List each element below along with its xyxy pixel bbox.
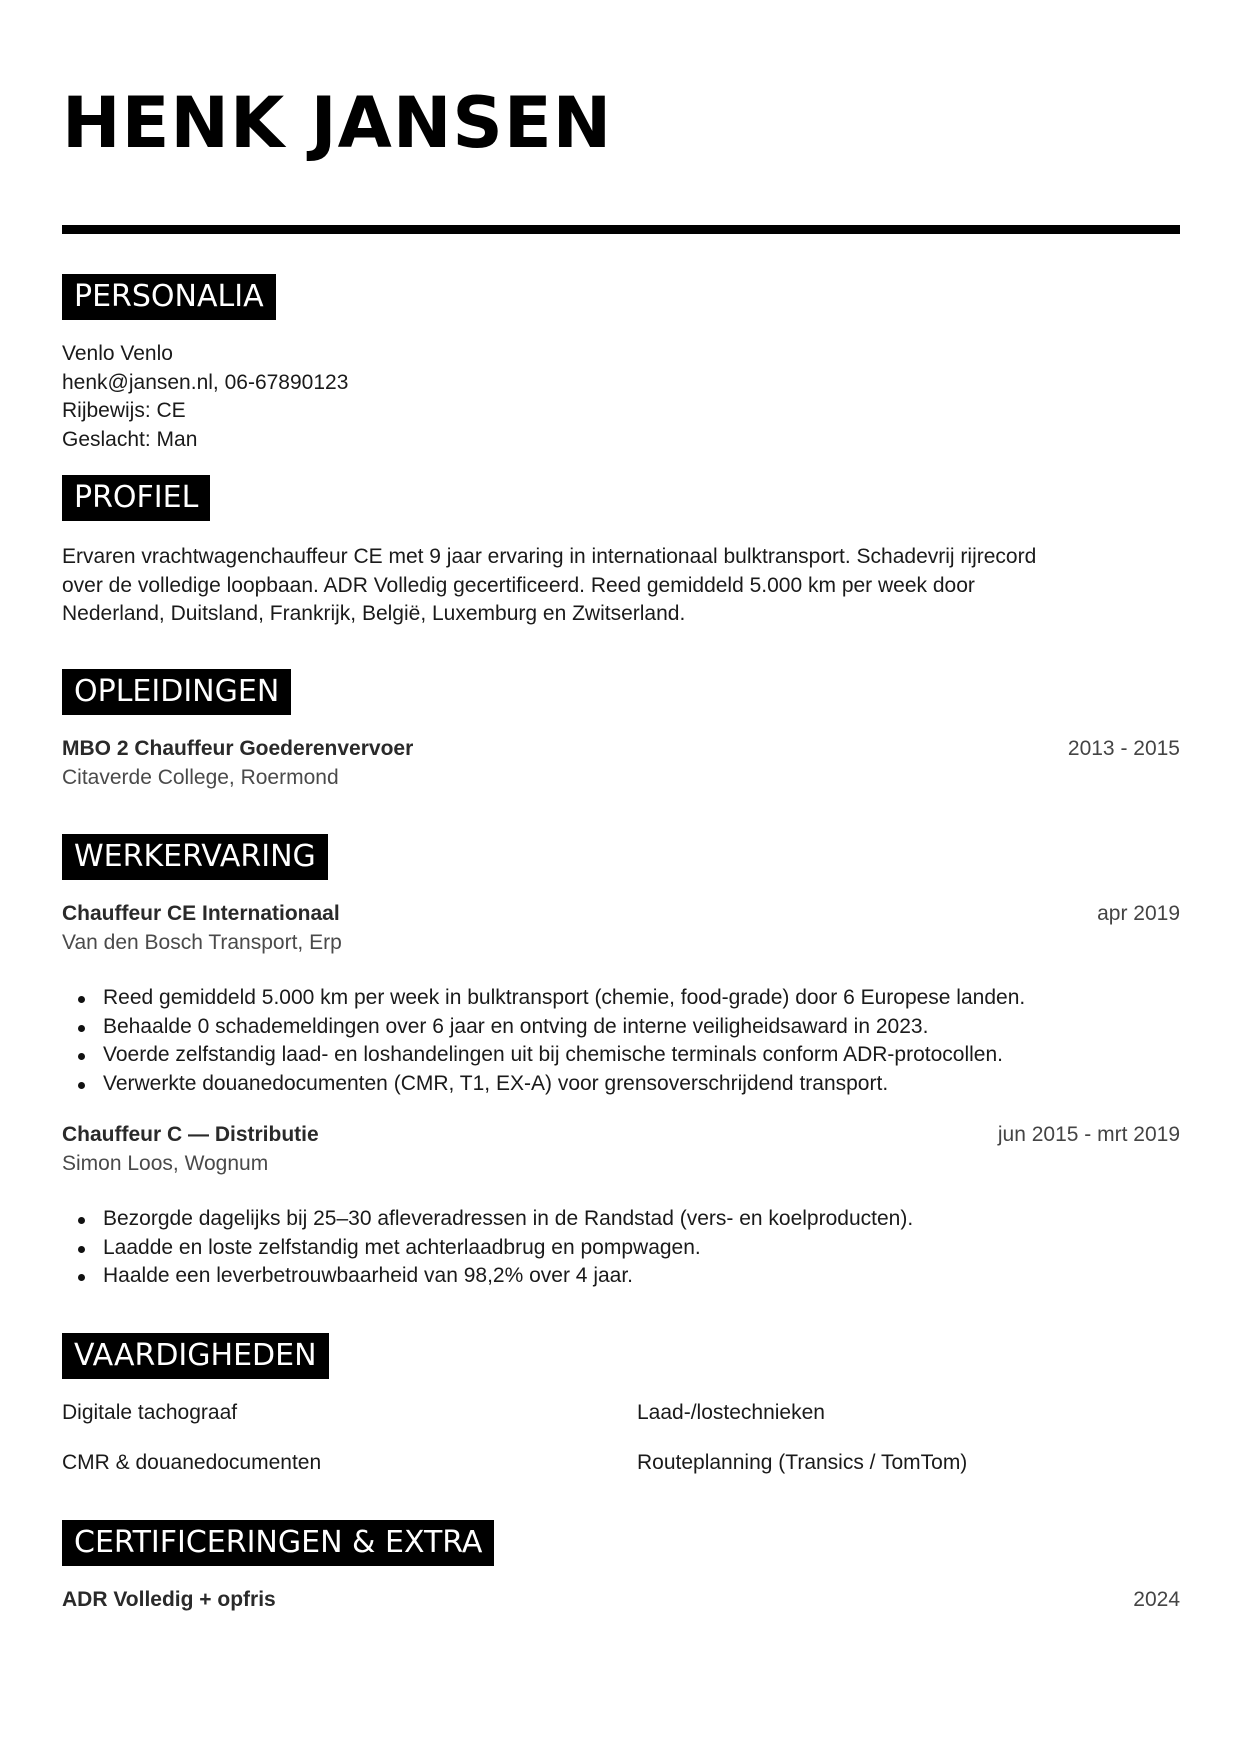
header-divider xyxy=(62,225,1180,234)
list-item: Haalde een leverbetrouwbaarheid van 98,2% over 4 jaar. xyxy=(103,1262,1180,1291)
personalia-license: Rijbewijs: CE xyxy=(62,399,186,422)
skill-item: Laad-/lostechnieken xyxy=(637,1401,825,1424)
profiel-line-1: Ervaren vrachtwagenchauffeur CE met 9 jaar ervaring in internationaal bulktransport. Schadevrij rijrecord xyxy=(62,545,1037,568)
personalia-contact: henk@jansen.nl, 06-67890123 xyxy=(62,370,349,394)
list-item: Voerde zelfstandig laad- en loshandelingen uit bij chemische terminals conform ADR-protocollen. xyxy=(103,1041,1180,1070)
list-item: Laadde en loste zelfstandig met achterlaadbrug en pompwagen. xyxy=(103,1234,1180,1263)
job-employer: Van den Bosch Transport, Erp xyxy=(62,931,342,954)
job-date: apr 2019 xyxy=(1097,902,1180,925)
list-item: Verwerkte douanedocumenten (CMR, T1, EX-A) voor grensoverschrijdend transport. xyxy=(103,1070,1180,1099)
job-title: Chauffeur C — Distributie xyxy=(62,1123,319,1146)
section-heading-opleidingen: OPLEIDINGEN xyxy=(62,669,291,715)
job-bullets xyxy=(62,1205,1180,1291)
job-employer: Simon Loos, Wognum xyxy=(62,1152,269,1175)
job-title: Chauffeur CE Internationaal xyxy=(62,902,340,925)
section-heading-profiel: PROFIEL xyxy=(62,475,210,521)
section-heading-certificeringen: CERTIFICERINGEN & EXTRA xyxy=(62,1520,494,1566)
certification-date: 2024 xyxy=(1133,1588,1180,1611)
section-heading-werkervaring: WERKERVARING xyxy=(62,834,328,880)
section-heading-personalia: PERSONALIA xyxy=(62,274,276,320)
skill-item: Routeplanning (Transics / TomTom) xyxy=(637,1451,968,1474)
job-date: jun 2015 - mrt 2019 xyxy=(997,1123,1180,1146)
education-title: MBO 2 Chauffeur Goederenvervoer xyxy=(62,737,414,760)
certification-title: ADR Volledig + opfris xyxy=(62,1588,276,1611)
list-item: Reed gemiddeld 5.000 km per week in bulktransport (chemie, food-grade) door 6 Europese landen. xyxy=(103,984,1180,1013)
list-item: Bezorgde dagelijks bij 25–30 afleveradressen in de Randstad (vers- en koelproducten). xyxy=(103,1205,1180,1234)
list-item: Behaalde 0 schademeldingen over 6 jaar en ontving de interne veiligheidsaward in 2023. xyxy=(103,1013,1180,1042)
personalia-gender: Geslacht: Man xyxy=(62,427,198,451)
education-date: 2013 - 2015 xyxy=(1067,737,1180,760)
profiel-line-2: over de volledige loopbaan. ADR Volledig gecertificeerd. Reed gemiddeld 5.000 km per week door xyxy=(62,573,975,597)
section-heading-vaardigheden: VAARDIGHEDEN xyxy=(62,1333,329,1379)
candidate-name: HENK JANSEN xyxy=(62,82,613,164)
profiel-line-3: Nederland, Duitsland, Frankrijk, België, Luxemburg en Zwitserland. xyxy=(62,602,686,625)
job-bullets xyxy=(62,984,1180,1098)
skill-item: Digitale tachograaf xyxy=(62,1401,238,1424)
personalia-location: Venlo Venlo xyxy=(62,342,173,365)
skill-item: CMR & douanedocumenten xyxy=(62,1451,322,1474)
education-school: Citaverde College, Roermond xyxy=(62,766,339,789)
